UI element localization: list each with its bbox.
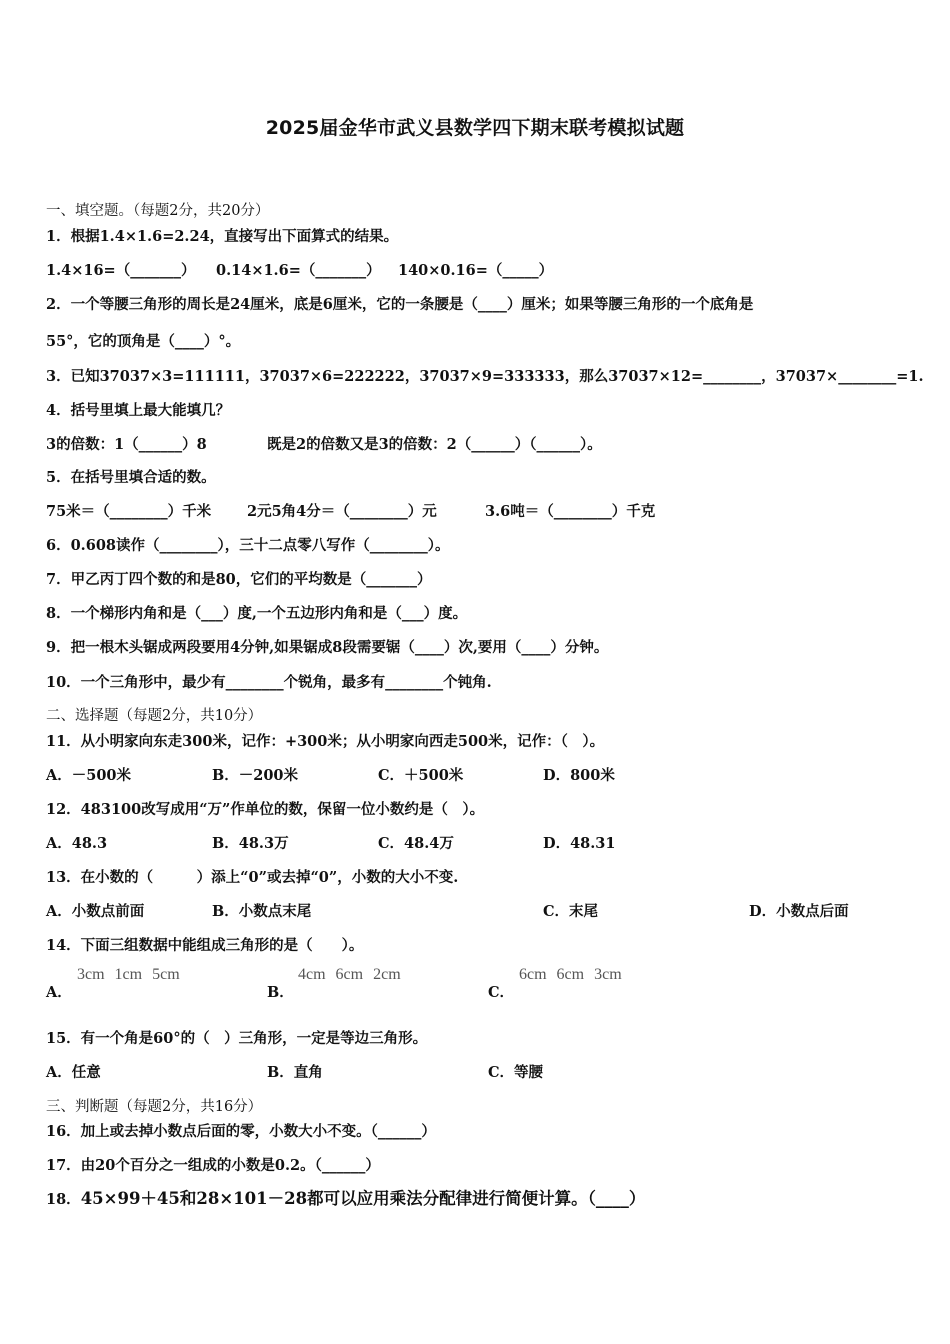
- q13-option-a: A．小数点前面: [46, 903, 145, 920]
- page-title: 2025届金华市武义县数学四下期末联考模拟试题: [265, 117, 685, 139]
- q1-item-2: 0.14×1.6=（_______）: [216, 262, 381, 279]
- q12-option-c: C．48.4万: [378, 835, 454, 852]
- question-1: 1．根据1.4×1.6=2.24，直接写出下面算式的结果。: [46, 228, 399, 245]
- question-14: 14．下面三组数据中能组成三角形的是（ ）。: [46, 937, 364, 954]
- q18-text: 45×99＋45和28×101－28都可以应用乘法分配律进行简便计算。（____）: [80, 1189, 646, 1208]
- q11-option-b: B．－200米: [212, 767, 299, 784]
- q15-option-c: C．等腰: [488, 1064, 544, 1081]
- question-8: 8．一个梯形内角和是（___）度,一个五边形内角和是（___）度。: [46, 605, 468, 622]
- q12-option-b: B．48.3万: [212, 835, 289, 852]
- q15-option-b: B．直角: [267, 1064, 323, 1081]
- q11-option-c: C．＋500米: [378, 767, 464, 784]
- question-2-line-2: 55°，它的顶角是（____）°。: [46, 333, 241, 350]
- question-6: 6．0.608读作（________），三十二点零八写作（________）。: [46, 537, 450, 554]
- q11-option-a: A．－500米: [46, 767, 132, 784]
- q5-item-3: 3.6吨＝（________）千克: [485, 503, 656, 520]
- q4-item-2: 既是2的倍数又是3的倍数：2（______）（______）。: [267, 436, 602, 453]
- question-17: 17．由20个百分之一组成的小数是0.2。（______）: [46, 1157, 380, 1174]
- q14-option-b-label: B．: [267, 984, 294, 1001]
- q1-item-3: 140×0.16=（_____）: [398, 262, 554, 279]
- question-4: 4．括号里填上最大能填几？: [46, 402, 231, 419]
- q12-option-a: A．48.3: [46, 835, 108, 852]
- question-13: 13．在小数的（ ）添上“0”或去掉“0”，小数的大小不变.: [46, 869, 459, 886]
- q15-option-a: A．任意: [46, 1064, 101, 1081]
- q5-item-2: 2元5角4分＝（________）元: [247, 503, 437, 520]
- question-16: 16．加上或去掉小数点后面的零，小数大小不变。（______）: [46, 1123, 436, 1140]
- question-11: 11．从小明家向东走300米，记作：+300米；从小明家向西走500米，记作：（ ）。: [46, 733, 605, 750]
- q14-option-b-values: 4cm 6cm 2cm: [298, 966, 401, 983]
- q14-option-a-label: A．: [46, 984, 72, 1001]
- question-2-line-1: 2．一个等腰三角形的周长是24厘米，底是6厘米，它的一条腰是（____）厘米；如果等腰三角形的一个底角是: [46, 296, 754, 313]
- q4-item-1: 3的倍数：1（______）8: [46, 436, 207, 453]
- section-heading-3: 三、判断题（每题2分，共16分）: [46, 1099, 263, 1115]
- question-9: 9．把一根木头锯成两段要用4分钟,如果锯成8段需要锯（____）次,要用（____）分钟。: [46, 639, 609, 656]
- q5-item-1: 75米＝（________）千米: [46, 503, 212, 520]
- question-5: 5．在括号里填合适的数。: [46, 469, 216, 486]
- question-18: [46, 1189, 645, 1210]
- q14-option-c-values: 6cm 6cm 3cm: [519, 966, 622, 983]
- q1-item-1: 1.4×16=（_______）: [46, 262, 196, 279]
- q12-option-d: D．48.31: [543, 835, 616, 852]
- q14-option-a-values: 3cm 1cm 5cm: [77, 966, 180, 983]
- q13-option-b: B．小数点末尾: [212, 903, 312, 920]
- q13-option-d: D．小数点后面: [749, 903, 849, 920]
- q14-option-c-label: C．: [488, 984, 515, 1001]
- question-3: 3．已知37037×3=111111，37037×6=222222，37037×9=333333，那么37037×12=________，37037×________=1.: [46, 368, 924, 385]
- section-heading-1: 一、填空题。（每题2分，共20分）: [46, 203, 270, 219]
- q11-option-d: D．800米: [543, 767, 615, 784]
- q18-number: 18．: [46, 1191, 81, 1208]
- question-10: 10．一个三角形中，最少有________个锐角，最多有________个钝角.: [46, 674, 492, 691]
- question-12: 12．483100改写成用“万”作单位的数，保留一位小数约是（ ）。: [46, 801, 485, 818]
- question-15: 15．有一个角是60°的（ ）三角形，一定是等边三角形。: [46, 1030, 428, 1047]
- q13-option-c: C．末尾: [543, 903, 599, 920]
- question-7: 7．甲乙丙丁四个数的和是80，它们的平均数是（_______）: [46, 571, 432, 588]
- section-heading-2: 二、选择题（每题2分，共10分）: [46, 708, 263, 724]
